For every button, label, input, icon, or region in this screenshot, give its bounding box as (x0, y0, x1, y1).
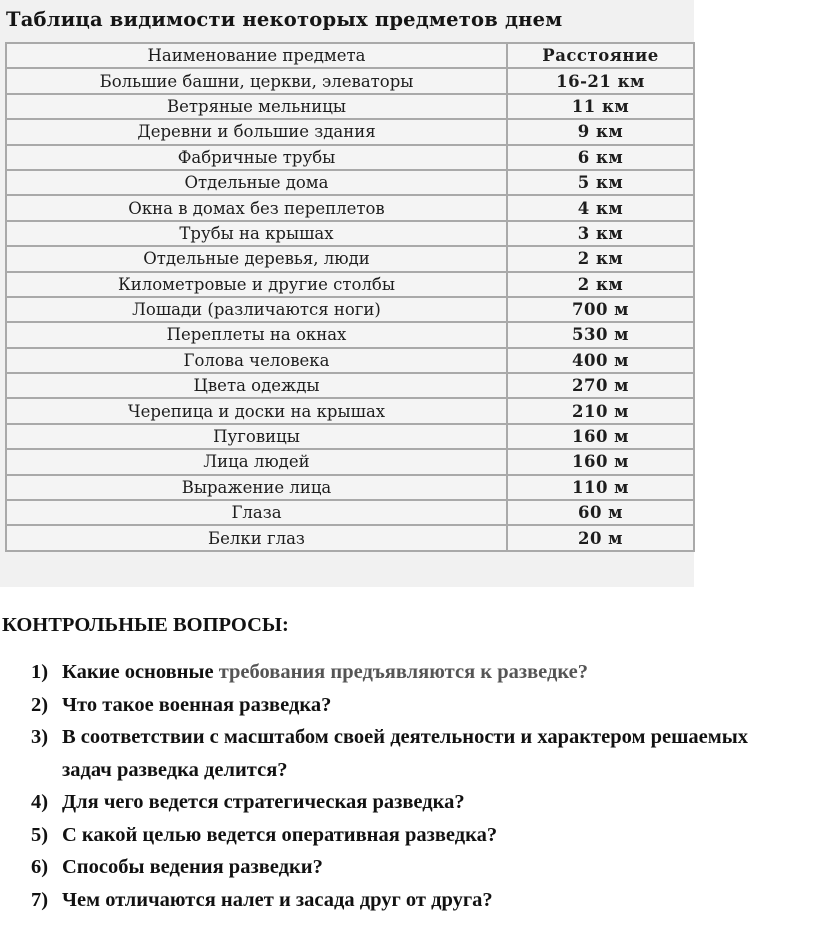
item-name-cell: Отдельные дома (6, 170, 507, 195)
item-name-cell: Лица людей (6, 449, 507, 474)
table-row (6, 398, 694, 423)
question-text: Что такое военная разведка? (62, 693, 332, 716)
distance-cell: 210 м (507, 398, 694, 423)
distance-cell: 400 м (507, 348, 694, 373)
distance-cell: 16-21 км (507, 68, 694, 93)
questions-list (0, 656, 816, 916)
item-name-cell: Деревни и большие здания (6, 119, 507, 144)
table-row (6, 475, 694, 500)
question-item (0, 656, 782, 689)
question-text: В соответствии с масштабом своей деятельности и характером решаемых задач разведка делится? (62, 726, 748, 781)
item-name-cell: Белки глаз (6, 525, 507, 550)
table-row (6, 170, 694, 195)
item-name-cell: Черепица и доски на крышах (6, 398, 507, 423)
question-number: 1) (31, 661, 49, 683)
table-row (6, 272, 694, 297)
distance-cell: 6 км (507, 145, 694, 170)
question-number: 2) (31, 693, 49, 716)
question-text: С какой целью ведется оперативная разведка? (62, 823, 498, 846)
questions-heading: КОНТРОЛЬНЫЕ ВОПРОСЫ: (2, 614, 289, 636)
table-row (6, 373, 694, 398)
item-name-cell: Глаза (6, 500, 507, 525)
item-name-cell: Переплеты на окнах (6, 322, 507, 347)
table-row (6, 221, 694, 246)
table-row (6, 449, 694, 474)
item-name-cell: Лошади (различаются ноги) (6, 297, 507, 322)
table-row (6, 424, 694, 449)
table-row (6, 348, 694, 373)
item-name-cell: Голова человека (6, 348, 507, 373)
question-number: 3) (31, 726, 49, 748)
distance-cell: 9 км (507, 119, 694, 144)
table-row (6, 297, 694, 322)
header-item-name: Наименование предмета (6, 43, 507, 68)
distance-cell: 160 м (507, 424, 694, 449)
item-name-cell: Цвета одежды (6, 373, 507, 398)
control-questions-section (0, 608, 816, 916)
question-number: 4) (31, 791, 49, 813)
question-number: 7) (31, 888, 49, 911)
distance-cell: 60 м (507, 500, 694, 525)
item-name-cell: Большие башни, церкви, элеваторы (6, 68, 507, 93)
question-item (0, 884, 782, 917)
table-row (6, 145, 694, 170)
question-item (0, 786, 782, 819)
item-name-cell: Пуговицы (6, 424, 507, 449)
question-text: Для чего ведется стратегическая разведка? (62, 791, 465, 813)
visibility-table (5, 42, 695, 552)
distance-cell: 4 км (507, 195, 694, 220)
distance-cell: 160 м (507, 449, 694, 474)
table-row (6, 322, 694, 347)
item-name-cell: Ветряные мельницы (6, 94, 507, 119)
question-number: 6) (31, 856, 49, 878)
item-name-cell: Отдельные деревья, люди (6, 246, 507, 271)
table-row (6, 525, 694, 550)
distance-cell: 20 м (507, 525, 694, 550)
distance-cell: 270 м (507, 373, 694, 398)
question-item (0, 689, 782, 722)
question-text: Какие основные (62, 661, 219, 683)
table-row (6, 246, 694, 271)
question-item (0, 721, 782, 786)
table-body (6, 68, 694, 550)
item-name-cell: Трубы на крышах (6, 221, 507, 246)
header-distance: Расстояние (507, 43, 694, 68)
question-number: 5) (31, 823, 49, 846)
item-name-cell: Окна в домах без переплетов (6, 195, 507, 220)
table-row (6, 94, 694, 119)
distance-cell: 3 км (507, 221, 694, 246)
table-row (6, 500, 694, 525)
distance-cell: 530 м (507, 322, 694, 347)
table-row (6, 195, 694, 220)
item-name-cell: Километровые и другие столбы (6, 272, 507, 297)
distance-cell: 700 м (507, 297, 694, 322)
distance-cell: 5 км (507, 170, 694, 195)
table-row (6, 119, 694, 144)
item-name-cell: Фабричные трубы (6, 145, 507, 170)
question-text: Чем отличаются налет и засада друг от друга? (62, 888, 493, 911)
distance-cell: 2 км (507, 272, 694, 297)
question-item (0, 819, 782, 852)
table-title: Таблица видимости некоторых предметов днем (6, 8, 563, 31)
distance-cell: 110 м (507, 475, 694, 500)
distance-cell: 11 км (507, 94, 694, 119)
table-row (6, 68, 694, 93)
item-name-cell: Выражение лица (6, 475, 507, 500)
question-text-continued: требования предъявляются к разведке? (218, 661, 589, 683)
distance-cell: 2 км (507, 246, 694, 271)
question-text: Способы ведения разведки? (62, 856, 323, 878)
question-item (0, 851, 782, 884)
table-header-row (6, 43, 694, 68)
